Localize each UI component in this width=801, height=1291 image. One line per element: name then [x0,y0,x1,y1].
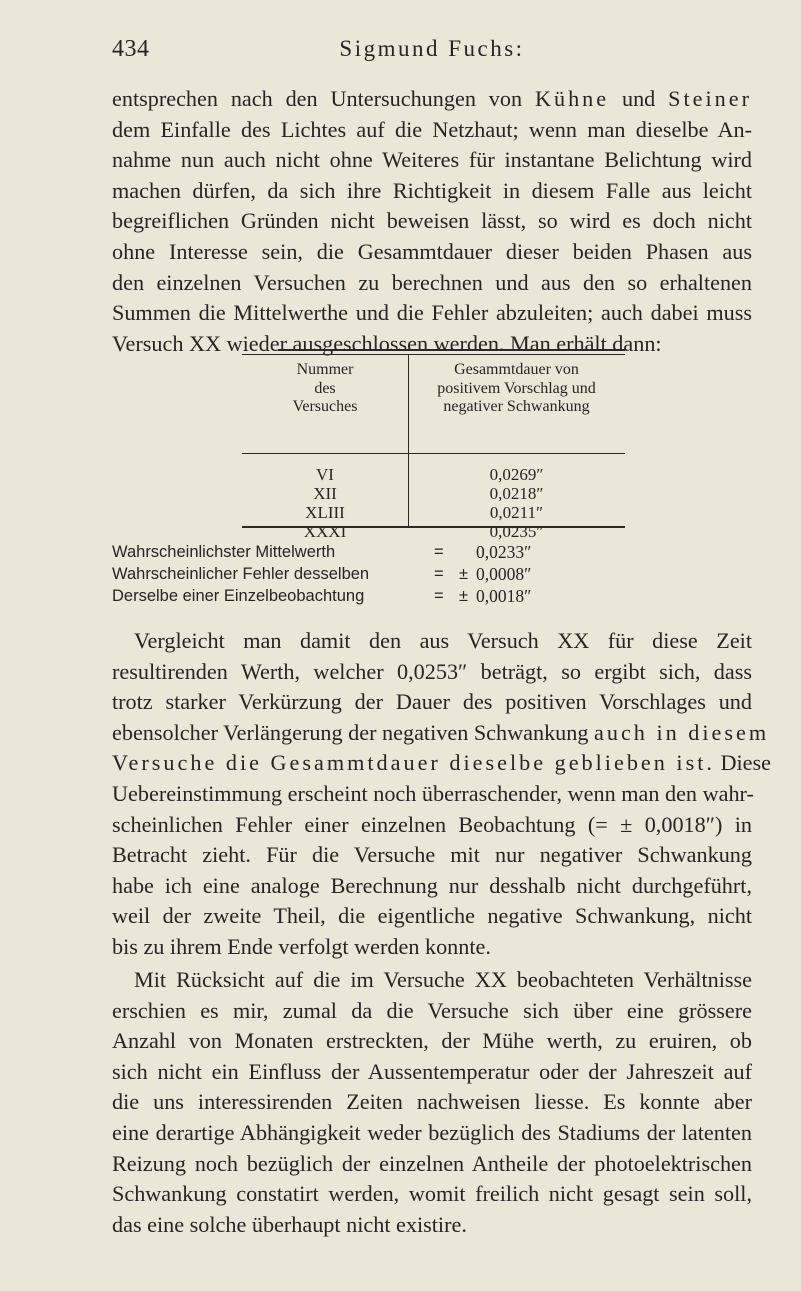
text-line: dem Einfalle des Lichtes auf die Netzhaut; wenn man dieselbe An- [112,116,752,142]
table-column-nummer [242,465,408,541]
table-cell: XII [313,484,337,503]
text-line: weil der zweite Theil, die eigentliche negative Schwankung, nicht [112,903,752,929]
table-rule [242,354,625,355]
summary-label: Derselbe einer Einzelbeobachtung [112,587,365,605]
text-line: ohne Interesse sein, die Gesammtdauer dieser beiden Phasen aus [112,238,752,264]
text-line: resultirenden Werth, welcher 0,0253″ beträgt, so ergibt sich, dass [112,658,752,684]
text-line: erschien es mir, zumal da die Versuche sich über eine grössere [112,997,752,1023]
header-line: negativer Schwankung [443,398,590,415]
text-line: Schwankung constatirt werden, womit freilich nicht gesagt sein soll, [112,1181,752,1207]
text-line: machen dürfen, da sich ihre Richtigkeit in diesem Falle aus leicht [112,177,752,203]
table-cell: 0,0235″ [489,522,544,541]
summary-label: Wahrscheinlicher Fehler desselben [112,565,370,583]
text-run: entsprechen nach den Untersuchungen von [112,86,535,111]
table-header-nummer [242,361,408,417]
author-name-kuehne: Kühne [534,86,610,111]
author-name-steiner: Steiner [668,86,752,111]
text-run: Diese [714,750,771,776]
header-line: Nummer [296,361,354,378]
text-line: nahme nun auch nicht ohne Weiteres für instantane Belichtung wird [112,147,752,173]
paragraph-3 [112,965,752,1240]
text-line: Summen die Mittelwerthe und die Fehler abzuleiten; auch dabei muss [112,300,752,326]
table-cell: 0,0218″ [489,484,544,503]
summary-plusminus: ± [459,587,469,605]
table-rule [242,453,625,454]
summary-equals: = [434,565,444,583]
table-rule [278,349,625,351]
summary-equals: = [434,587,444,605]
table-cell: 0,0211″ [489,503,544,522]
summary-block [112,541,752,607]
summary-label: Wahrscheinlichster Mittelwerth [112,543,336,561]
summary-row [112,563,752,585]
text-line [112,718,770,749]
table-cell: VI [316,465,334,484]
text-line: bis zu ihrem Ende verfolgt werden konnte. [112,933,491,959]
text-line: begreiflichen Gründen nicht beweisen lässt, so wird es doch nicht [112,208,752,234]
text-line: Reizung noch bezüglich der einzelnen Antheile der photoelektrischen [112,1150,752,1176]
summary-plusminus: ± [459,565,469,583]
table-header-gesammtdauer [408,361,625,417]
header-line: des [314,379,336,397]
text-line: Uebereinstimmung erscheint noch überraschender, wenn man den wahr- [112,780,754,806]
summary-row [112,585,752,607]
paragraph-2 [112,626,771,963]
text-line: Betracht zieht. Für die Versuche mit nur negativer Schwankung [112,842,752,868]
text-line: Versuch XX wieder ausgeschlossen werden. Man erhält dann: [112,330,662,356]
text-line: sich nicht ein Einfluss der Aussentemperatur oder der Jahreszeit auf [112,1058,752,1084]
summary-equals: = [434,543,444,561]
results-table [242,349,625,541]
text-run: ebensolcher Verlängerung der negativen Schwankung [112,719,595,745]
table-column-gesammtdauer [408,465,625,541]
emphasis-text: Versuche die Gesammtdauer dieselbe geblieben ist. [112,750,715,776]
text-line: die uns interessirenden Zeiten nachweisen liesse. Es konnte aber [112,1089,752,1115]
table-rule [242,526,625,528]
text-line: scheinlichen Fehler einer einzelnen Beobachtung (= ± 0,0018″) in [112,811,752,837]
text-line: Anzahl von Monaten erstreckten, der Mühe werth, zu eruiren, ob [112,1028,752,1054]
header-line: positivem Vorschlag und [437,379,596,397]
text-run: und [609,86,669,111]
text-line: eine derartige Abhängigkeit weder bezüglich des Stadiums der latenten [112,1119,752,1145]
summary-value: 0,0233″ [476,542,532,562]
emphasis-text: auch in diesem [594,719,770,745]
header-line: Versuches [292,398,358,415]
running-head: Sigmund Fuchs: [339,36,525,61]
text-line: Mit Rücksicht auf die im Versuche XX beobachteten Verhältnisse [134,967,752,992]
summary-value: 0,0018″ [476,586,532,606]
page-header [112,36,752,66]
text-line: Vergleicht man damit den aus Versuch XX für diese Zeit [134,628,752,653]
page-number: 434 [112,36,150,62]
summary-value: 0,0008″ [476,564,532,584]
text-line: habe ich eine analoge Berechnung nur desshalb nicht durchgeführt, [112,872,752,898]
table-cell: 0,0269″ [489,465,544,484]
text-line: den einzelnen Versuchen zu berechnen und aus den so erhaltenen [112,269,752,295]
text-line: trotz starker Verkürzung der Dauer des positiven Vorschlages und [112,689,752,715]
text-line [112,748,771,779]
paragraph-1 [112,84,752,359]
header-line: Gesammtdauer von [454,361,579,378]
table-cell: XXXI [303,522,347,541]
text-line: das eine solche überhaupt nicht existire. [112,1211,467,1237]
text-line [112,84,752,115]
table-cell: XLIII [305,503,345,522]
summary-row [112,541,752,563]
